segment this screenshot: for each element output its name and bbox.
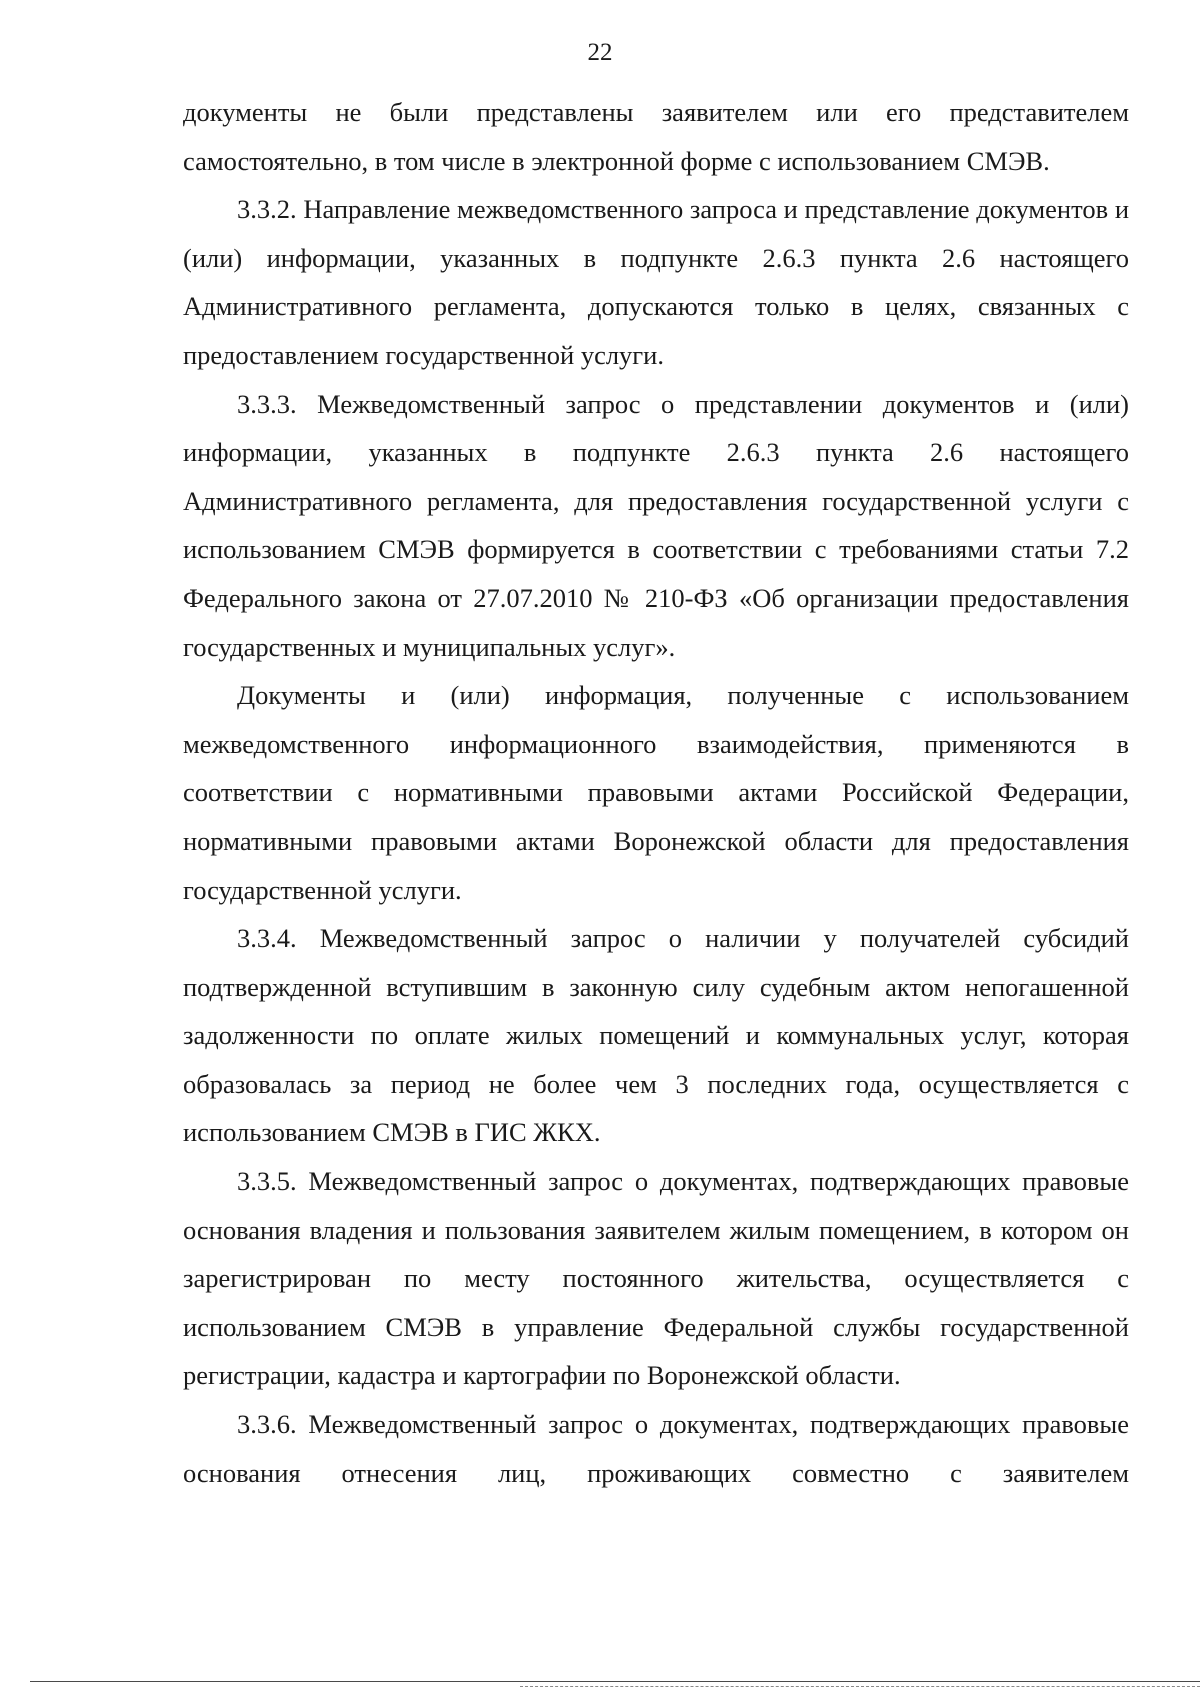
document-body [183,88,1129,1497]
paragraph-3-3-5: 3.3.5. Межведомственный запрос о документах, подтверждающих правовые основания владения и пользования заявителем жилым помещением, в котором он зарегистрирован по месту постоянного жительства, осуществляется с использованием СМЭВ в управление Федеральной службы государственной регистрации, кадастра и картографии по Воронежской области. [183,1166,1129,1391]
page-bottom-edge [30,1681,1200,1682]
paragraph-3-3-6: 3.3.6. Межведомственный запрос о документах, подтверждающих правовые основания отнесения лиц, проживающих совместно с заявителем [183,1409,1129,1488]
paragraph-3-3-2: 3.3.2. Направление межведомственного запроса и представление документов и (или) информации, указанных в подпункте 2.6.3 пункта 2.6 настоящего Административного регламента, допускаются только в целях, связанных с предоставлением государственной услуги. [183,194,1129,370]
page-bottom-edge-shadow [520,1686,1200,1687]
page-number: 22 [587,39,613,66]
paragraph-3-3-3: 3.3.3. Межведомственный запрос о представлении документов и (или) информации, указанных в подпункте 2.6.3 пункта 2.6 настоящего Административного регламента, для предоставления государственной услуги с использованием СМЭВ формируется в соответствии с требованиями статьи 7.2 Федерального закона от 27.07.2010 № 210-ФЗ «Об организации предоставления государственных и муниципальных услуг». [183,388,1129,662]
paragraph-documents-information: Документы и (или) информация, полученные с использованием межведомственного информационного взаимодействия, применяются в соответствии с нормативными правовыми актами Российской Федерации, нормативными правовыми актами Воронежской области для предоставления государственной услуги. [183,680,1129,905]
paragraph-continuation: документы не были представлены заявителем или его представителем самостоятельно, в том числе в электронной форме с использованием СМЭВ. [183,97,1129,176]
paragraph-3-3-4: 3.3.4. Межведомственный запрос о наличии у получателей субсидий подтвержденной вступившим в законную силу судебным актом непогашенной задолженности по оплате жилых помещений и коммунальных услуг, которая образовалась за период не более чем 3 последних года, осуществляется с использованием СМЭВ в ГИС ЖКХ. [183,923,1129,1148]
